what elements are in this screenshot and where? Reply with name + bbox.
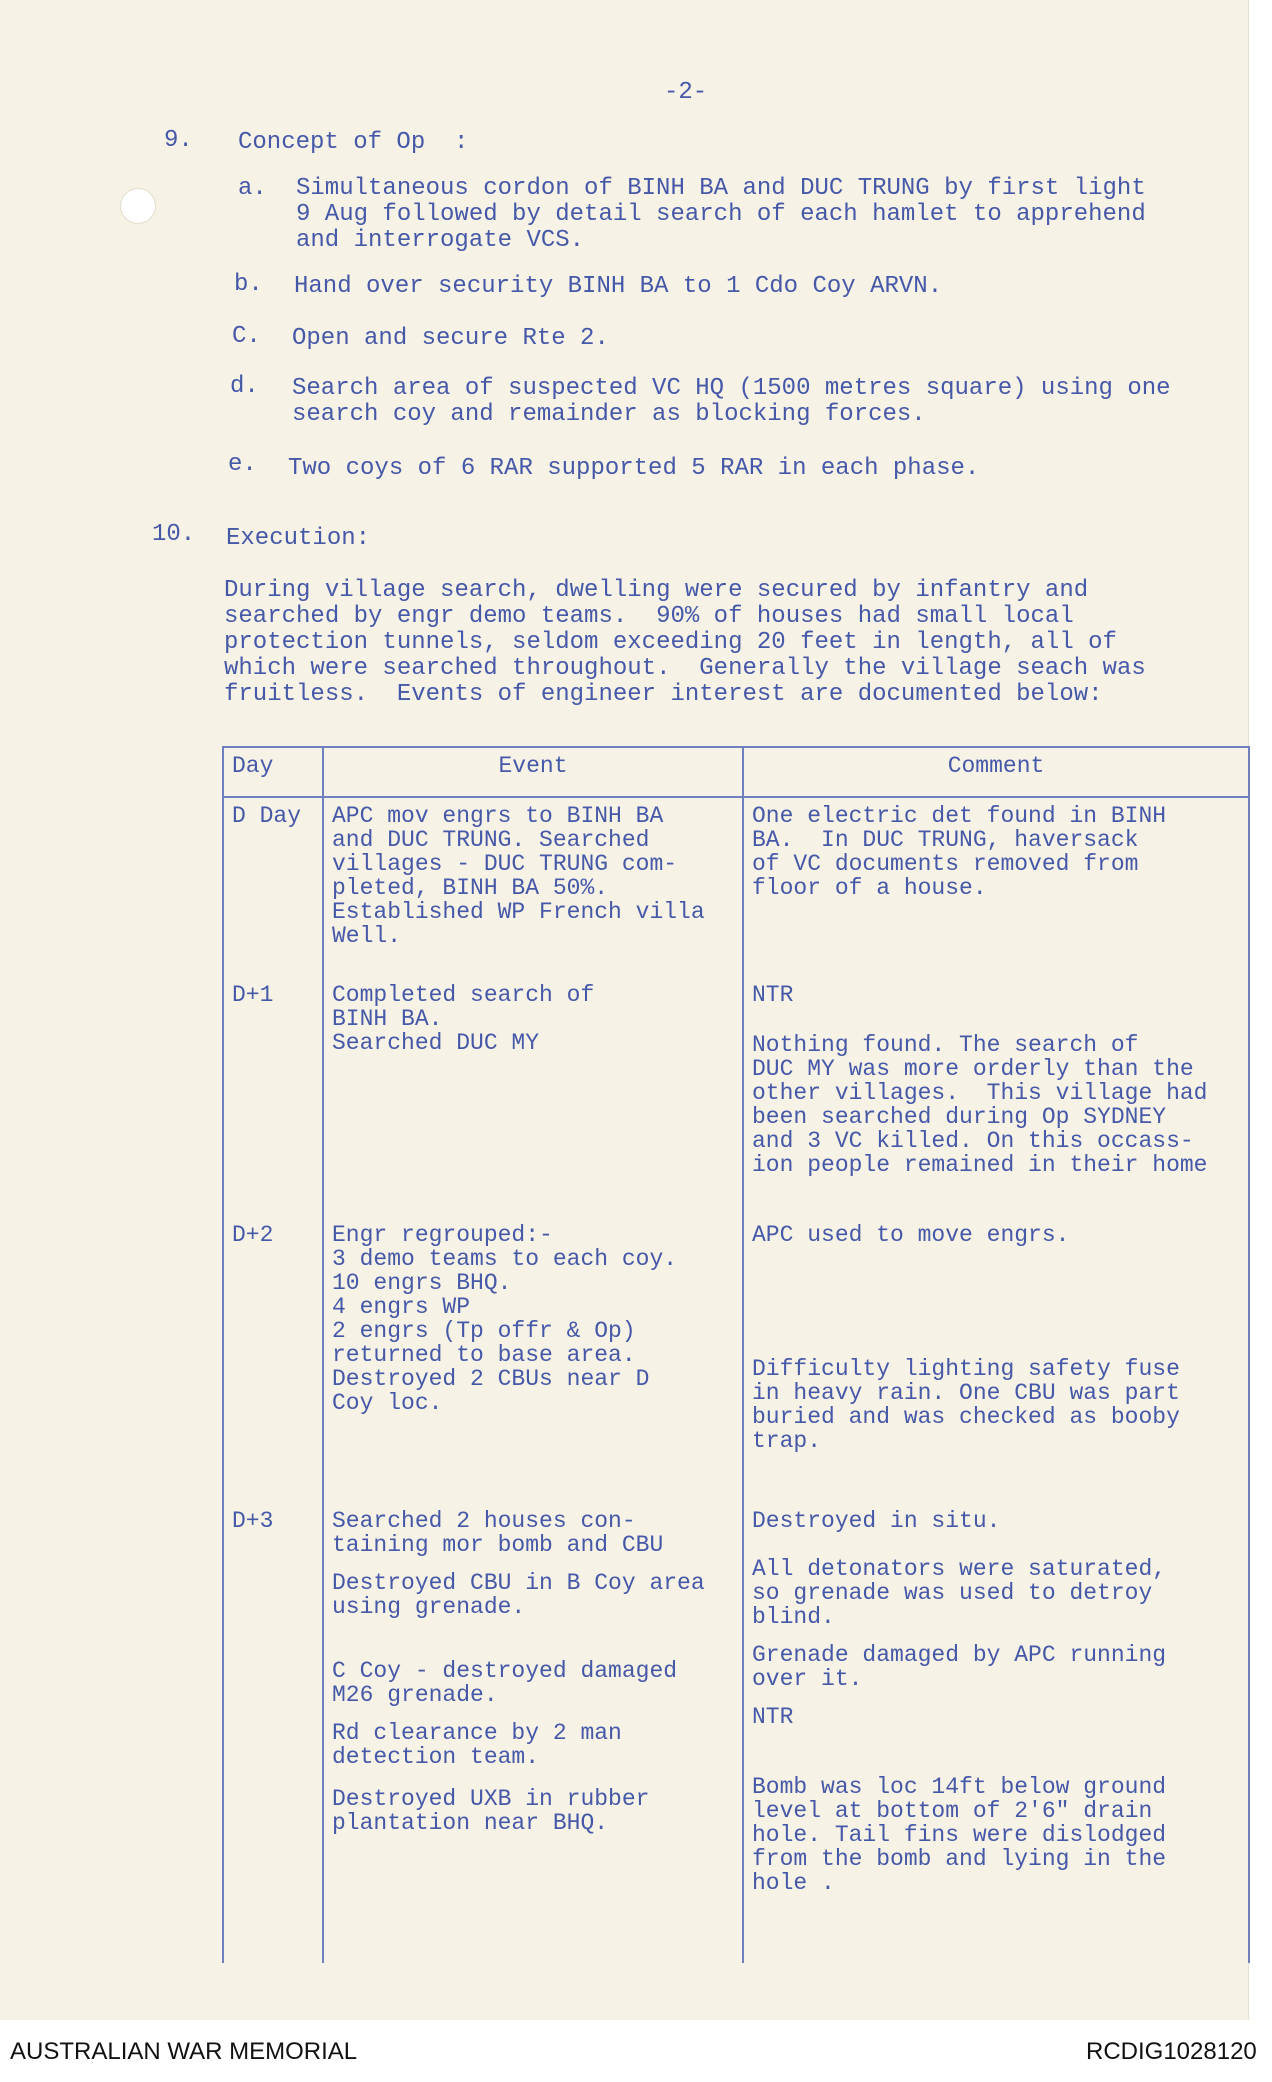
item-b-letter: b. [234, 271, 263, 298]
punch-hole [120, 188, 156, 224]
comment-text: NTR [752, 1704, 794, 1730]
item-d-text: Search area of suspected VC HQ (1500 metres square) using one search coy and remainder as blocking forces. [292, 375, 1171, 428]
footer-reference-id: RCDIG1028120 [1086, 2038, 1257, 2065]
row-comment-cell [743, 1503, 1249, 1963]
table-row [223, 797, 1249, 977]
header-day: Day [223, 747, 323, 797]
comment-text: One electric det found in BINH BA. In DUC TRUNG, haversack of VC documents removed from floor of a house. [752, 803, 1167, 901]
item-d-letter: d. [230, 373, 259, 400]
row-event-cell [323, 977, 743, 1217]
comment-text: NTR [752, 982, 794, 1008]
item-b-text: Hand over security BINH BA to 1 Cdo Coy ARVN. [294, 273, 943, 300]
event-text: Searched 2 houses con- taining mor bomb and CBU [332, 1508, 664, 1558]
event-text: C Coy - destroyed damaged M26 grenade. [332, 1658, 678, 1708]
row-day: D+1 [223, 977, 323, 1217]
event-text: Destroyed CBU in B Coy area using grenade. [332, 1570, 705, 1620]
row-event-cell [323, 1217, 743, 1503]
execution-paragraph: During village search, dwelling were secured by infantry and searched by engr demo teams. 90% of houses had small local protection tunnels, seldom exceeding 20 feet in length, all of which were searched throughout. Generally the village seach was fruitless. Events of engineer interest are documented below: [224, 577, 1146, 708]
item-a-letter: a. [238, 175, 267, 202]
item-e-text: Two coys of 6 RAR supported 5 RAR in each phase. [288, 455, 980, 482]
table-header-row [223, 747, 1249, 797]
comment-text: Nothing found. The search of DUC MY was more orderly than the other villages. This village had been searched during Op SYDNEY and 3 VC killed. On this occass- ion people remained in their home [752, 1032, 1208, 1178]
header-event: Event [323, 747, 743, 797]
row-comment-cell [743, 1217, 1249, 1503]
item-a-text: Simultaneous cordon of BINH BA and DUC TRUNG by first light 9 Aug followed by detail search of each hamlet to apprehend and interrogate VCS. [296, 175, 1146, 254]
section9-title: Concept of Op : [238, 129, 469, 156]
footer-archive-name: AUSTRALIAN WAR MEMORIAL [10, 2038, 358, 2065]
item-c-text: Open and secure Rte 2. [292, 325, 609, 352]
row-comment-cell [743, 797, 1249, 977]
row-day: D+2 [223, 1217, 323, 1503]
event-text: Rd clearance by 2 man detection team. [332, 1720, 622, 1770]
event-text: Engr regrouped:- 3 demo teams to each coy. 10 engrs BHQ. 4 engrs WP 2 engrs (Tp offr & Op) returned to base area. Destroyed 2 CBUs near D Coy loc. [332, 1222, 678, 1416]
comment-text: All detonators were saturated, so grenade was used to detroy blind. [752, 1556, 1167, 1630]
event-text: Destroyed UXB in rubber plantation near BHQ. [332, 1786, 650, 1836]
row-event-cell [323, 797, 743, 977]
event-text: APC mov engrs to BINH BA and DUC TRUNG. Searched villages - DUC TRUNG com- pleted, BINH BA 50%. Established WP French villa Well. [332, 803, 705, 949]
section9-number: 9. [164, 127, 193, 154]
header-comment: Comment [743, 747, 1249, 797]
comment-text: Difficulty lighting safety fuse in heavy rain. One CBU was part buried and was checked as booby trap. [752, 1356, 1180, 1454]
comment-text: APC used to move engrs. [752, 1222, 1070, 1248]
comment-text: Grenade damaged by APC running over it. [752, 1642, 1167, 1692]
page-number: -2- [664, 79, 708, 106]
row-comment-cell [743, 977, 1249, 1217]
row-day: D+3 [223, 1503, 323, 1963]
comment-text: Bomb was loc 14ft below ground level at bottom of 2'6" drain hole. Tail fins were dislodged from the bomb and lying in the hole . [752, 1774, 1167, 1896]
item-e-letter: e. [228, 451, 257, 478]
row-event-cell [323, 1503, 743, 1963]
event-text: Completed search of BINH BA. Searched DUC MY [332, 982, 595, 1056]
section10-title: Execution: [226, 525, 371, 552]
table-row [223, 1217, 1249, 1503]
table-row [223, 977, 1249, 1217]
table-row [223, 1503, 1249, 1963]
events-table [222, 746, 1250, 1963]
row-day: D Day [223, 797, 323, 977]
section10-number: 10. [152, 521, 196, 548]
item-c-letter: C. [232, 323, 261, 350]
comment-text: Destroyed in situ. [752, 1508, 1001, 1534]
